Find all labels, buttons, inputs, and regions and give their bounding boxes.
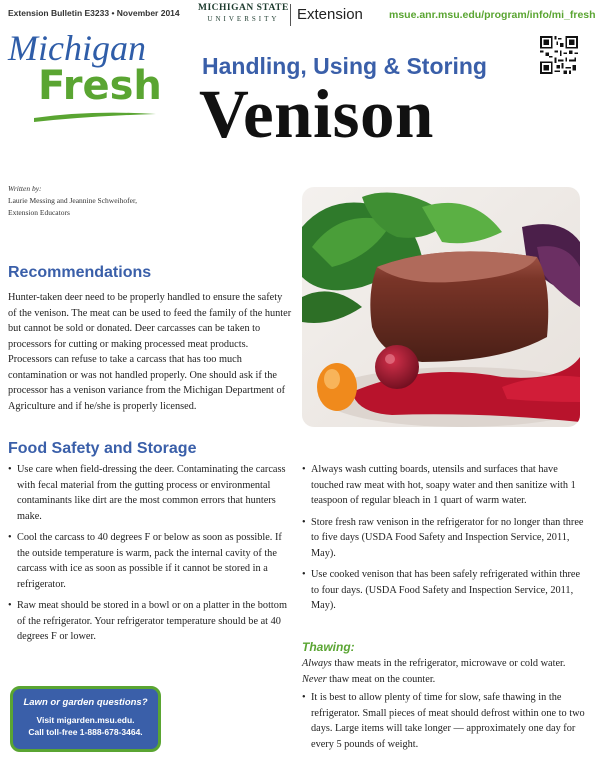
list-item: • Always wash cutting boards, utensils and surfaces that have touched raw meat with hot, soapy water and then sanitize with 1 teaspoon of regular bleach in 1 quart of warm water. xyxy=(302,462,588,509)
list-item: • Use cooked venison that has been safely refrigerated within three to four days. (USDA Food Safety and Inspection Service, 2011, May). xyxy=(302,567,588,614)
food-safety-heading: Food Safety and Storage xyxy=(8,440,197,457)
extension-label: Extension xyxy=(297,6,363,23)
garden-visit-link[interactable]: Visit migarden.msu.edu. xyxy=(36,715,135,725)
food-safety-list-right xyxy=(302,462,588,620)
thawing-intro xyxy=(302,656,586,687)
thawing-always: Always xyxy=(302,658,332,669)
byline xyxy=(8,183,137,219)
thawing-intro-end: thaw meat on the counter. xyxy=(326,673,436,685)
bulletin-info: Extension Bulletin E3233 • November 2014 xyxy=(8,8,180,18)
food-safety-list-left xyxy=(8,462,290,651)
thawing-never: Never xyxy=(302,673,327,685)
recommendations-text: Hunter-taken deer need to be properly handled to ensure the safety of the venison. The meat can be used to feed the family of the hunter but cannot be sold or donated. Deer carcasses can be taken to processors for cutting or making processed meat products. Processors can refuse to take a carcass that has too much contamination or was not handled properly. One should ask if the processor has a venison variance from the Michigan Department of Agriculture and if he/she is properly licensed. xyxy=(8,292,292,412)
msu-logo-line2: UNIVERSITY xyxy=(207,14,280,23)
list-item: • Cool the carcass to 40 degrees F or below as soon as possible. If the outside temperature is warm, pack the internal cavity of the carcass with ice as soon as possible if it cannot be stored in a refrigerator. xyxy=(8,530,290,592)
msu-logo xyxy=(198,4,289,23)
page-title: Venison xyxy=(199,76,434,152)
program-url-link[interactable]: msue.anr.msu.edu/program/info/mi_fresh xyxy=(389,9,596,21)
thawing-list xyxy=(302,690,586,758)
subtitle: Handling, Using & Storing xyxy=(202,53,487,79)
logo-michigan-text: Michigan xyxy=(8,28,146,68)
garden-call-link[interactable]: Call toll-free 1-888-678-3464. xyxy=(28,727,143,737)
recommendations-heading: Recommendations xyxy=(8,264,152,281)
byline-label: Written by: xyxy=(8,184,42,193)
byline-authors: Laurie Messing and Jeannine Schweihofer, xyxy=(8,196,138,205)
list-item: • Use care when field-dressing the deer. Contaminating the carcass with fecal material from the gutting process or environmental contaminants like dirt are the most common errors that hunters make. xyxy=(8,462,290,524)
logo-swoosh-icon xyxy=(30,108,160,124)
list-item: • Raw meat should be stored in a bowl or on a platter in the bottom of the refrigerator. Your refrigerator temperature should be at 40 degrees F or lower. xyxy=(8,598,290,645)
list-item: • Store fresh raw venison in the refrigerator for no longer than three to five days (USDA Food Safety and Inspection Service, 2011, May). xyxy=(302,515,588,562)
venison-dish-photo xyxy=(302,187,580,427)
msu-logo-line1: MICHIGAN STATE xyxy=(198,3,289,13)
logo-fresh-text: Fresh xyxy=(38,63,162,109)
qr-code-icon[interactable] xyxy=(540,36,578,74)
thawing-intro-mid: thaw meats in the refrigerator, microwave or cold water. xyxy=(331,658,566,669)
garden-question: Lawn or garden questions? xyxy=(23,697,148,708)
byline-role: Extension Educators xyxy=(8,208,70,217)
header-divider xyxy=(290,4,291,26)
thawing-heading: Thawing: xyxy=(302,640,355,654)
list-item: • It is best to allow plenty of time for slow, safe thawing in the refrigerator. Small pieces of meat should defrost within one to two days. Large items will take longer — approximately one day for every 5 pounds of weight. xyxy=(302,690,586,752)
garden-questions-box xyxy=(10,686,161,752)
